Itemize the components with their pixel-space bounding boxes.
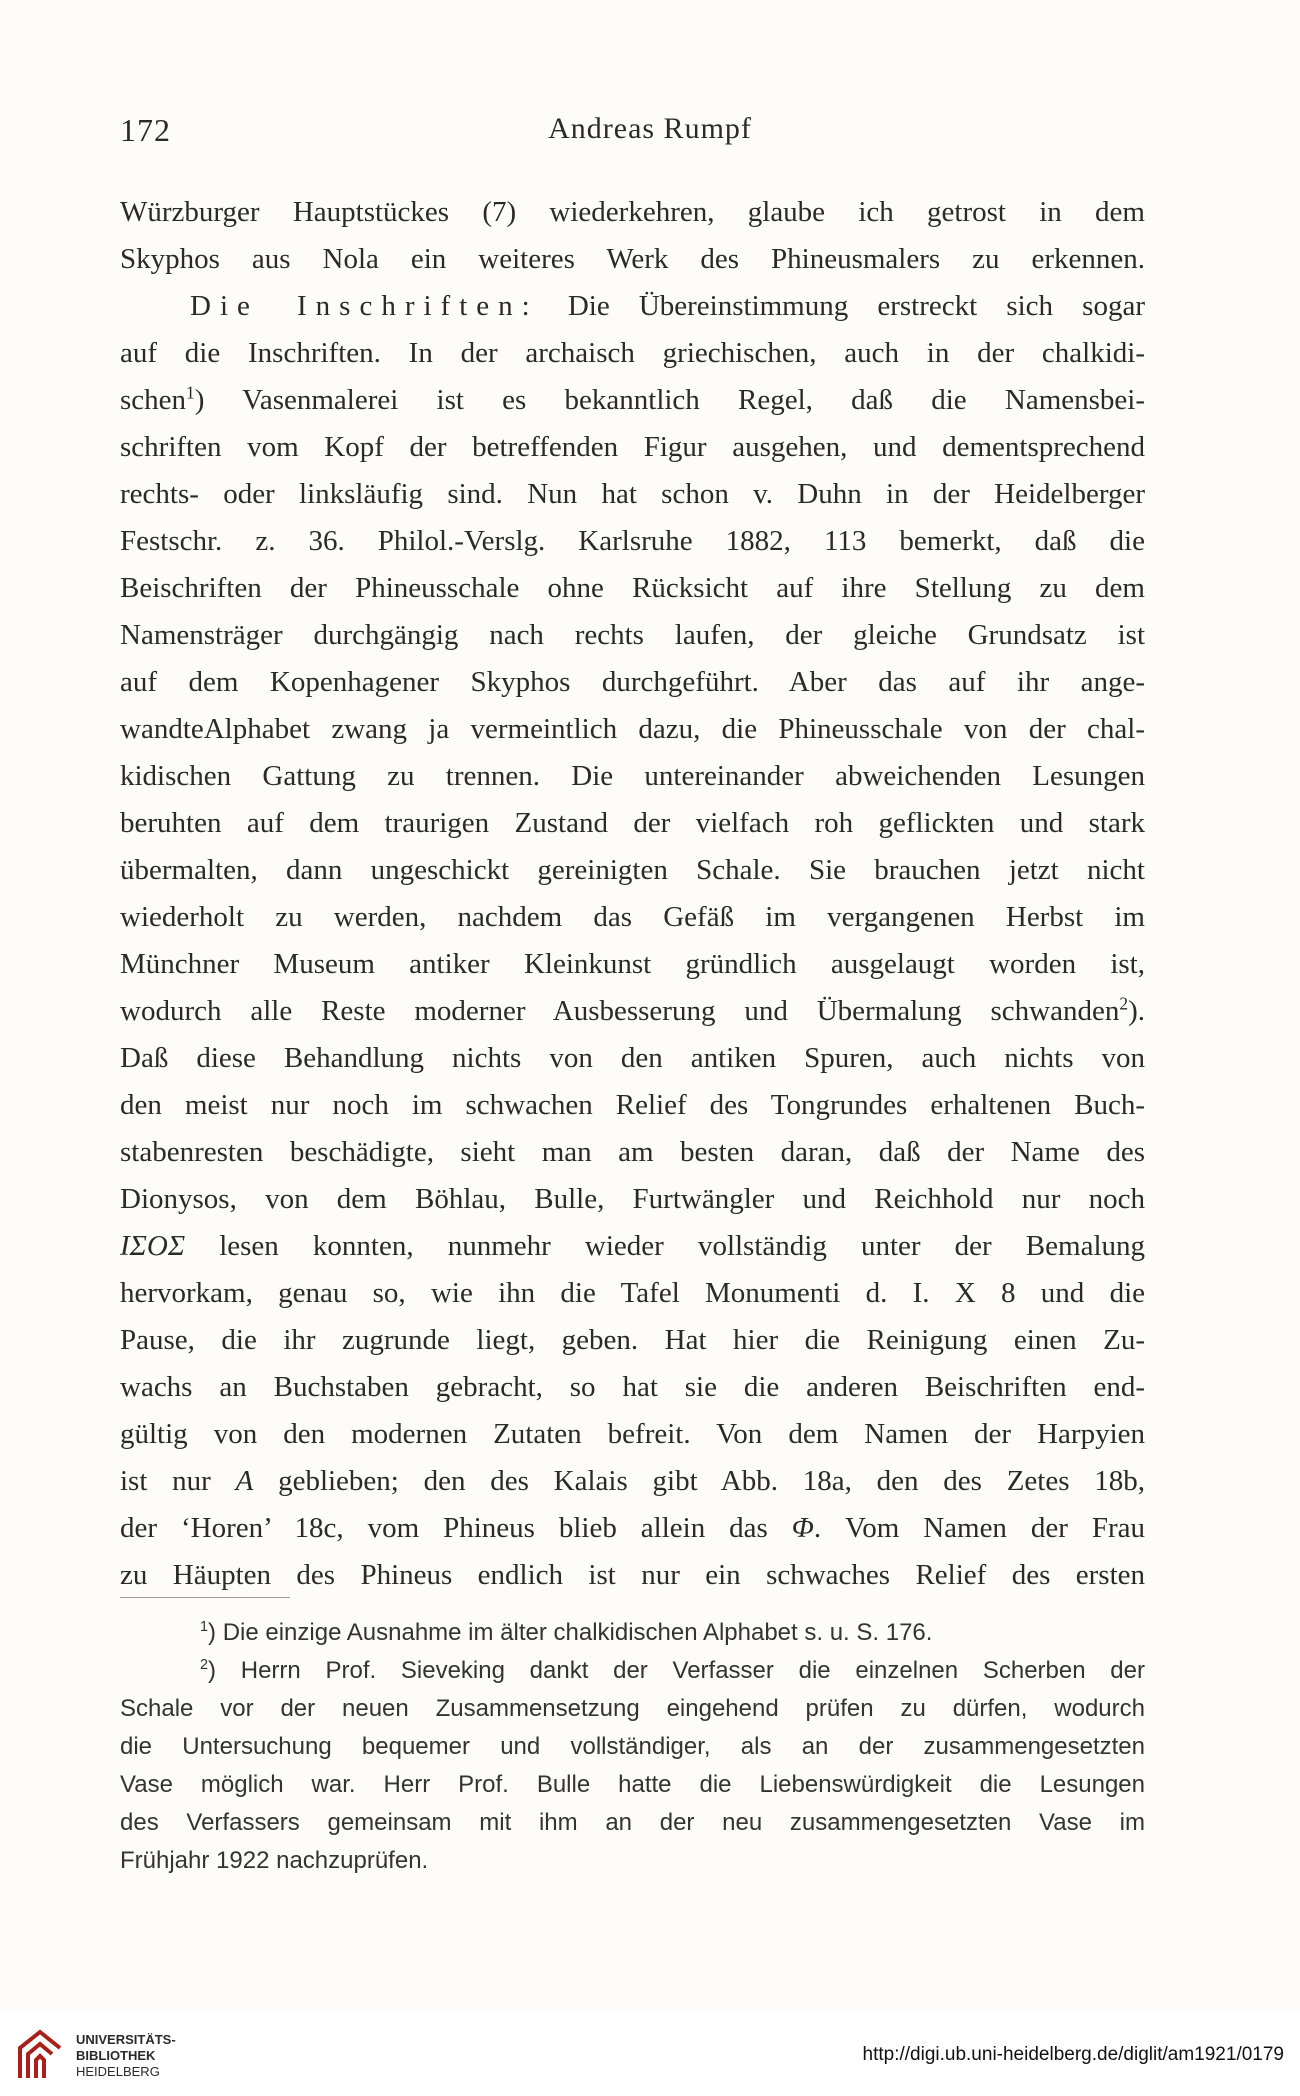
text-fragment: Vasenmalerei ist es bekanntlich Regel, daß die Namensbei- — [242, 384, 1145, 416]
text-line: stabenresten beschädigte, sieht man am besten daran, daß der Name des — [120, 1136, 1145, 1168]
footnote-line: des Verfassers gemeinsam mit ihm an der neu zusammengesetzten Vase im — [120, 1809, 1145, 1836]
text-line: Pause, die ihr zugrunde liegt, geben. Hat hier die Reinigung einen Zu- — [120, 1324, 1145, 1356]
footnote-line — [120, 1652, 1145, 1690]
text-fragment: ). — [1128, 995, 1145, 1027]
text-line: übermalten, dann ungeschickt gereinigten Schale. Sie brauchen jetzt nicht — [120, 854, 1145, 886]
text-line: hervorkam, genau so, wie ihn die Tafel Monumenti d. I. X 8 und die — [120, 1277, 1145, 1309]
footnotes — [120, 1614, 1145, 1880]
source-url[interactable]: http://digi.ub.uni-heidelberg.de/diglit/am1921/0179 — [862, 2044, 1284, 2065]
library-logo-icon — [14, 2026, 66, 2084]
text-fragment: ) — [194, 384, 243, 416]
text-line: gültig von den modernen Zutaten befreit. Von dem Namen der Harpyien — [120, 1418, 1145, 1450]
text-fragment: lesen konnten, nunmehr wieder vollständig unter der Bemalung — [219, 1230, 1145, 1262]
text-fragment: ) — [208, 1657, 241, 1684]
footnote-rule — [120, 1597, 290, 1598]
text-line — [120, 283, 1145, 330]
footer-bar — [0, 2010, 1300, 2096]
text-line — [120, 1223, 1145, 1270]
text-fragment: der ‘Horen’ 18c, vom Phineus blieb allein das — [120, 1512, 768, 1544]
text-line — [120, 988, 1145, 1035]
text-fragment: Die Übereinstimmung erstreckt sich sogar — [538, 290, 1145, 322]
text-line: wachs an Buchstaben gebracht, so hat sie die anderen Beischriften end- — [120, 1371, 1145, 1403]
library-name — [76, 2032, 176, 2080]
text-line: wiederholt zu werden, nachdem das Gefäß im vergangenen Herbst im — [120, 901, 1145, 933]
text-line — [120, 377, 1145, 424]
text-line — [120, 1458, 1145, 1505]
text-fragment: geblieben; den des Kalais gibt Abb. 18a, den des Zetes 18b, — [253, 1465, 1145, 1497]
text-fragment: . Vom Namen der Frau — [813, 1512, 1145, 1544]
text-fragment: schen — [120, 384, 187, 416]
footnote-line — [120, 1614, 1145, 1652]
greek-letter: Φ — [791, 1512, 814, 1544]
greek-inscription: ΙΣΟΣ — [120, 1230, 186, 1262]
footnote-mark: 2 — [200, 1657, 209, 1673]
section-heading: Die Inschriften: — [190, 290, 539, 322]
text-line: Festschr. z. 36. Philol.-Verslg. Karlsruhe 1882, 113 bemerkt, daß die — [120, 525, 1145, 557]
library-name-line: UNIVERSITÄTS- — [76, 2032, 176, 2047]
text-line: auf die Inschriften. In der archaisch griechischen, auch in der chalkidi- — [120, 337, 1145, 369]
text-line: schriften vom Kopf der betreffenden Figur ausgehen, und dementsprechend — [120, 431, 1145, 463]
library-name-line: BIBLIOTHEK — [76, 2048, 156, 2063]
footnote-ref: 2 — [1119, 993, 1129, 1014]
text-line: Münchner Museum antiker Kleinkunst gründlich ausgelaugt worden ist, — [120, 948, 1145, 980]
greek-letter: Α — [235, 1465, 254, 1497]
text-fragment: wodurch alle Reste moderner Ausbesserung und Übermalung schwanden — [120, 995, 1120, 1027]
text-line: Würzburger Hauptstückes (7) wiederkehren, glaube ich getrost in dem — [120, 196, 1145, 228]
footnote-line: Schale vor der neuen Zusammensetzung eingehend prüfen zu dürfen, wodurch — [120, 1695, 1145, 1722]
text-line: Dionysos, von dem Böhlau, Bulle, Furtwängler und Reichhold nur noch — [120, 1183, 1145, 1215]
text-fragment: Die einzige Ausnahme im älter chalkidischen Alphabet s. u. S. 176. — [222, 1619, 933, 1646]
text-fragment: ist nur — [120, 1465, 211, 1497]
text-fragment: ) — [208, 1619, 223, 1646]
footnote-line: Vase möglich war. Herr Prof. Bulle hatte die Liebenswürdigkeit die Lesungen — [120, 1771, 1145, 1798]
text-line: Namensträger durchgängig nach rechts laufen, der gleiche Grundsatz ist — [120, 619, 1145, 651]
text-line: wandteAlphabet zwang ja vermeintlich dazu, die Phineusschale von der chal- — [120, 713, 1145, 745]
footnote-line: die Untersuchung bequemer und vollständiger, als an der zusammengesetzten — [120, 1733, 1145, 1760]
text-fragment: Herrn Prof. Sieveking dankt der Verfasser die einzelnen Scherben der — [240, 1657, 1145, 1684]
library-name-line: HEIDELBERG — [76, 2064, 160, 2079]
text-line: Daß diese Behandlung nichts von den antiken Spuren, auch nichts von — [120, 1042, 1145, 1074]
text-line: zu Häupten des Phineus endlich ist nur ein schwaches Relief des ersten — [120, 1559, 1145, 1591]
running-head: Andreas Rumpf — [548, 112, 752, 145]
footnote-ref: 1 — [186, 382, 195, 403]
text-line: Beischriften der Phineusschale ohne Rücksicht auf ihre Stellung zu dem — [120, 572, 1145, 604]
body-text — [120, 189, 1145, 1599]
text-line: auf dem Kopenhagener Skyphos durchgeführt. Aber das auf ihr ange- — [120, 666, 1145, 698]
text-line: den meist nur noch im schwachen Relief des Tongrundes erhaltenen Buch- — [120, 1089, 1145, 1121]
text-line — [120, 1505, 1145, 1552]
text-line: Skyphos aus Nola ein weiteres Werk des Phineusmalers zu erkennen. — [120, 243, 1145, 275]
footnote-line: Frühjahr 1922 nachzuprüfen. — [120, 1847, 429, 1874]
text-line: beruhten auf dem traurigen Zustand der vielfach roh geflickten und stark — [120, 807, 1145, 839]
text-line: kidischen Gattung zu trennen. Die untereinander abweichenden Lesungen — [120, 760, 1145, 792]
page-number: 172 — [120, 112, 171, 148]
footnote-mark: 1 — [200, 1619, 209, 1635]
text-line: rechts- oder linksläufig sind. Nun hat schon v. Duhn in der Heidelberger — [120, 478, 1145, 510]
